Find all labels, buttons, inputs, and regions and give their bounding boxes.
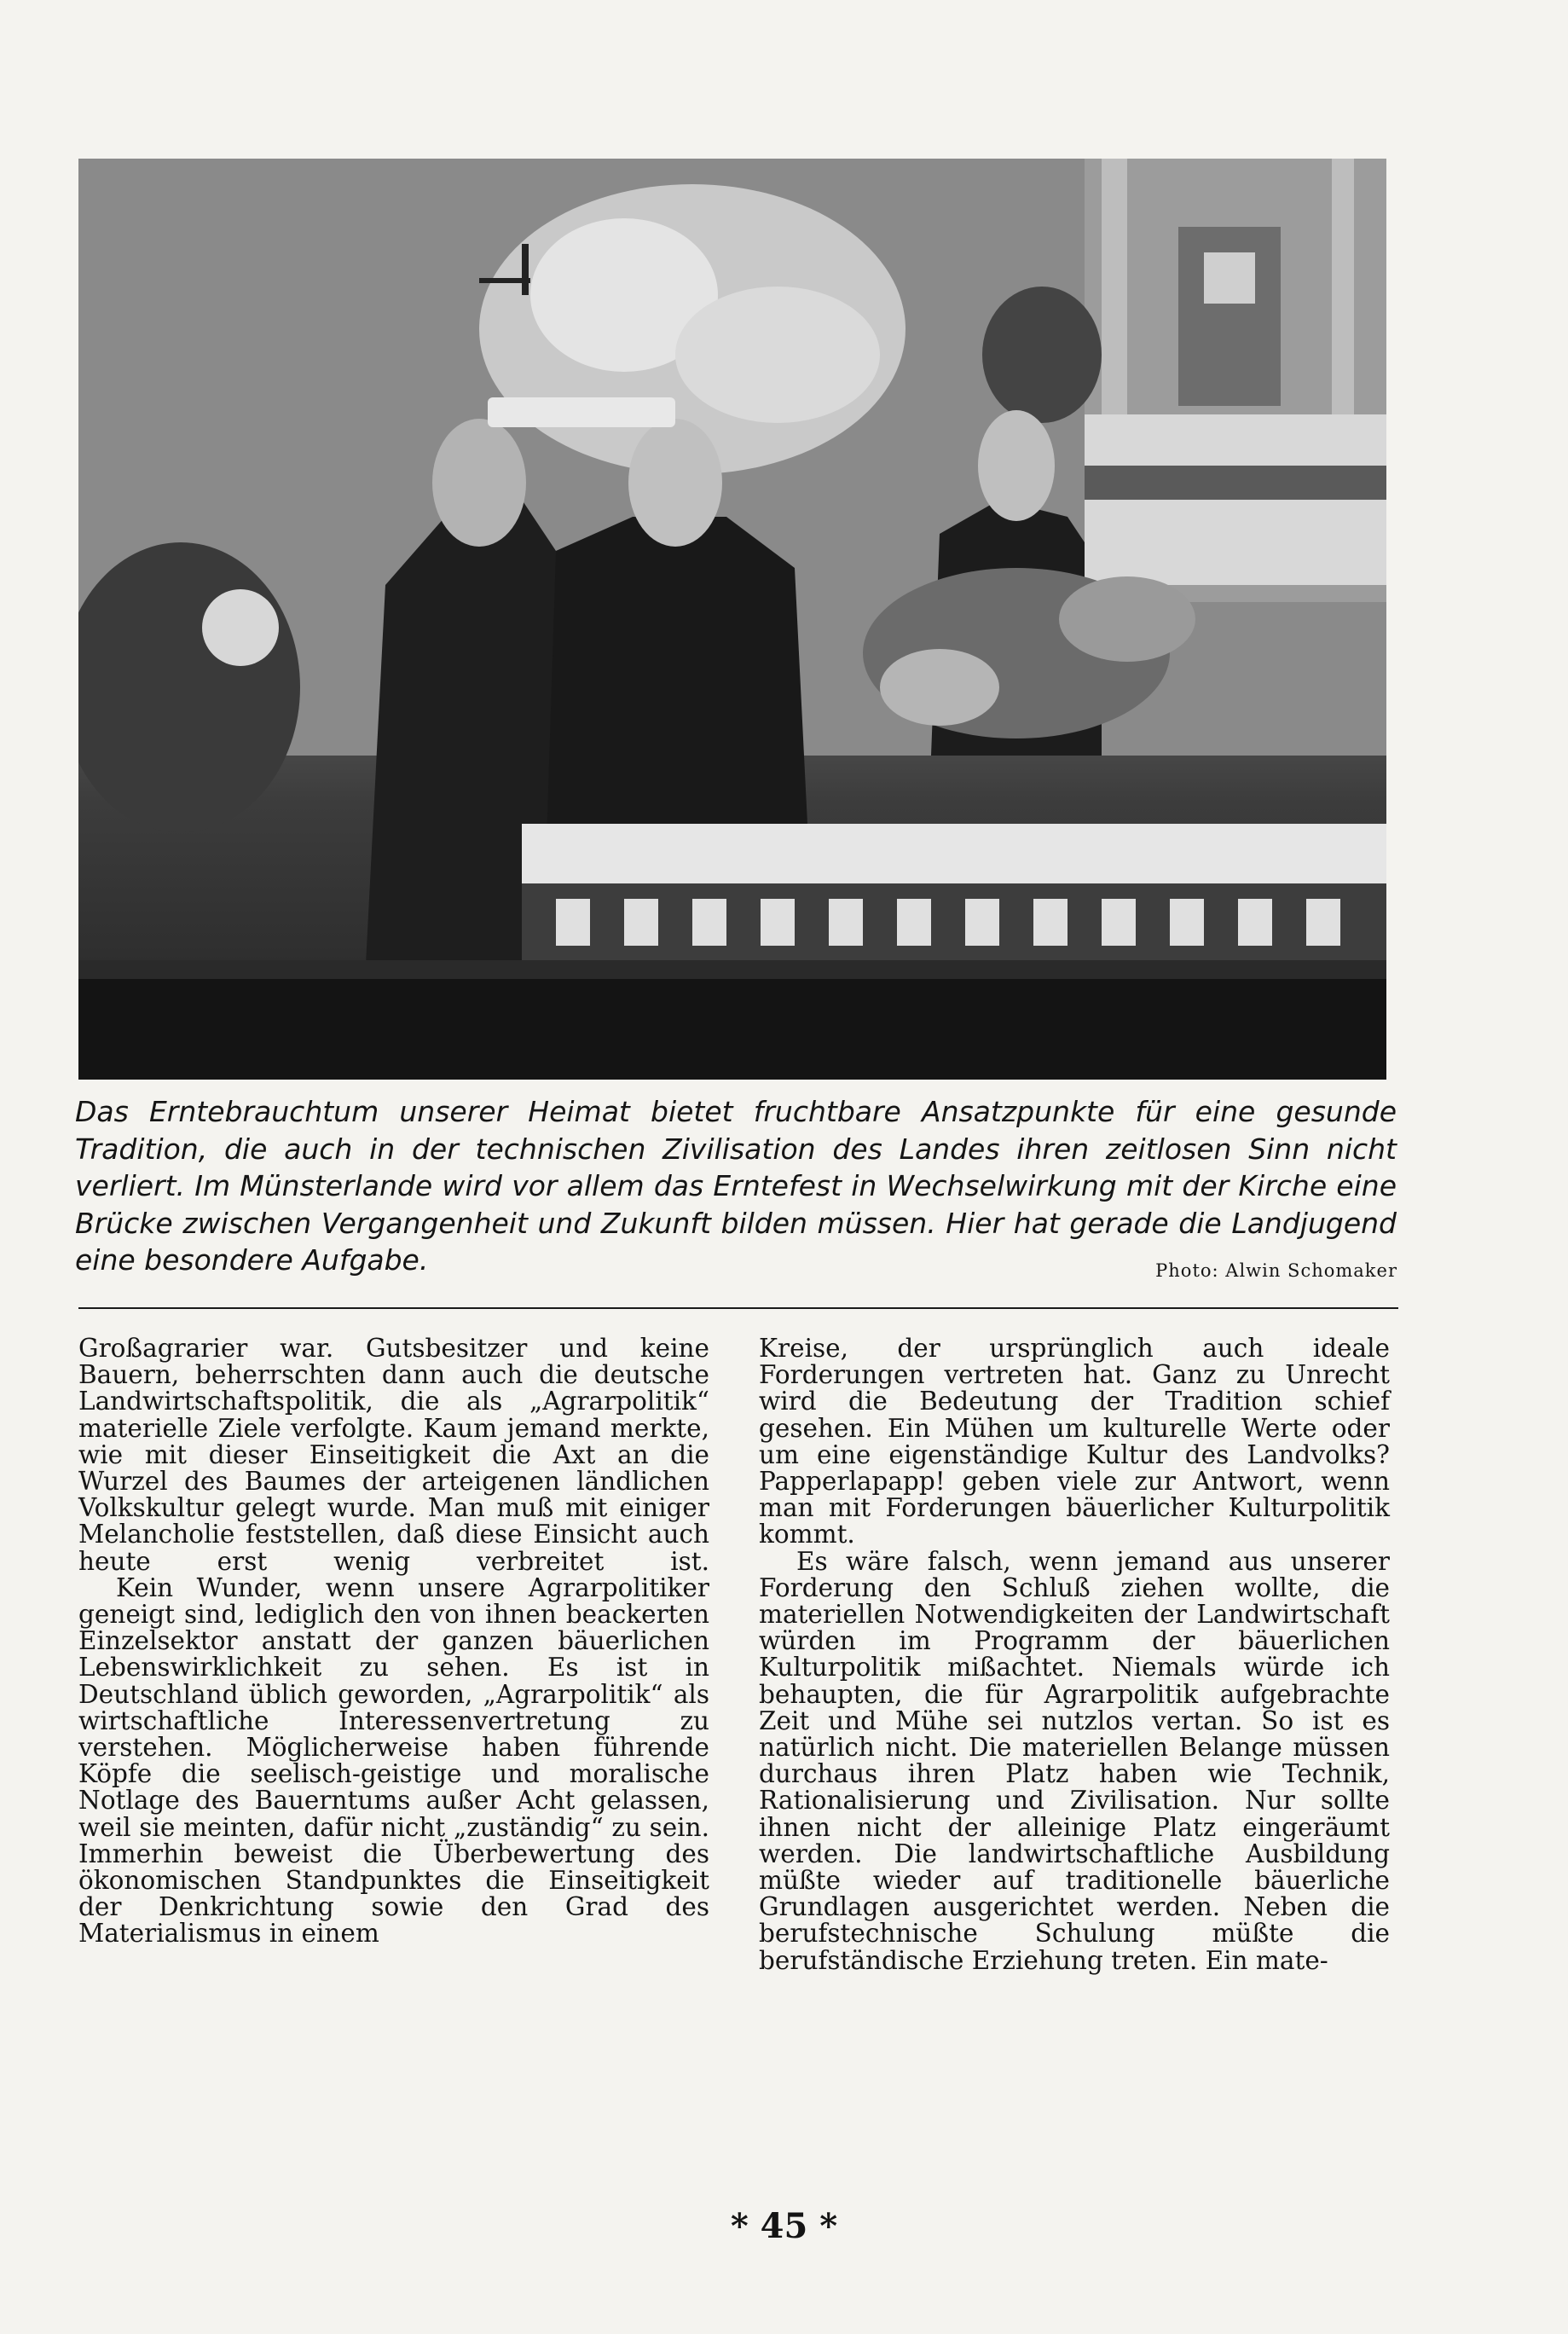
photo-caption: Das Erntebrauchtum unserer Heimat bietet fruchtbare Ansatzpunkte für eine gesunde Tradition, die auch in der technischen Zivilisation des Landes ihren zeitlosen Sinn nicht verliert. Im Münsterlande wird vor allem das Erntefest in Wechselwirkung mit der Kirche eine Brücke zwischen Vergangenheit und Zukunft bilden müssen. Hier hat gerade die Landjugend eine besondere Aufgabe.	[75, 1095, 1397, 1277]
paragraph: Großagrarier war. Gutsbesitzer und keine Bauern, beherrschten dann auch die deutsche Landwirtschaftspolitik, die als „Agrarpolitik“ materielle Ziele verfolgte. Kaum jemand merkte, wie mit dieser Einseitigkeit die Axt an die Wurzel des Baumes der arteigenen ländlichen Volkskultur gelegt wurde. Man muß mit einiger Melancholie feststellen, daß diese Einsicht auch heute erst wenig verbreitet ist.	[78, 1334, 709, 1576]
right-column	[759, 1335, 1390, 1974]
paragraph: Kein Wunder, wenn unsere Agrarpolitiker geneigt sind, lediglich den von ihnen beackerten Einzelsektor anstatt der ganzen bäuerlichen Lebenswirklichkeit zu sehen. Es ist in Deutschland üblich geworden, „Agrarpolitik“ als wirtschaftliche Interessenvertretung zu verstehen. Möglicherweise haben führende Köpfe die seelisch-geistige und moralische Notlage des Bauerntums außer Acht gelassen, weil sie meinten, dafür nicht „zuständig“ zu sein. Immerhin beweist die Überbewertung des ökonomischen Standpunktes die Einseitigkeit der Denkrichtung sowie den Grad des Materialismus in einem	[78, 1572, 709, 1949]
horizontal-rule	[78, 1307, 1398, 1309]
left-column	[78, 1335, 709, 1948]
photo-credit: Photo: Alwin Schomaker	[1155, 1260, 1397, 1281]
paragraph: Kreise, der ursprünglich auch ideale Forderungen vertreten hat. Ganz zu Unrecht wird die Bedeutung der Tradition schief gesehen. Ein Mühen um kulturelle Werte oder um eine eigenständige Kultur des Landvolks? Papperlapapp! geben viele zur Antwort, wenn man mit Forderungen bäuerlicher Kulturpolitik kommt.	[759, 1334, 1390, 1549]
church-altar-scene-illustration	[78, 159, 1386, 1080]
paragraph: Es wäre falsch, wenn jemand aus unserer Forderung den Schluß ziehen wollte, die materiellen Notwendigkeiten der Landwirtschaft würden im Programm der bäuerlichen Kulturpolitik mißachtet. Niemals würde ich behaupten, die für Agrarpolitik aufgebrachte Zeit und Mühe sei nutzlos vertan. So ist es natürlich nicht. Die materiellen Belange müssen durchaus ihren Platz haben wie Technik, Rationalisierung und Zivilisation. Nur sollte ihnen nicht der alleinige Platz eingeräumt werden. Die landwirtschaftliche Ausbildung müßte wieder auf traditionelle bäuerliche Grundlagen ausgerichtet werden. Neben die berufstechnische Schulung müßte die berufständische Erziehung treten. Ein mate-	[759, 1546, 1390, 1975]
harvest-festival-photo	[78, 159, 1386, 1080]
page-number: * 45 *	[730, 2206, 838, 2246]
